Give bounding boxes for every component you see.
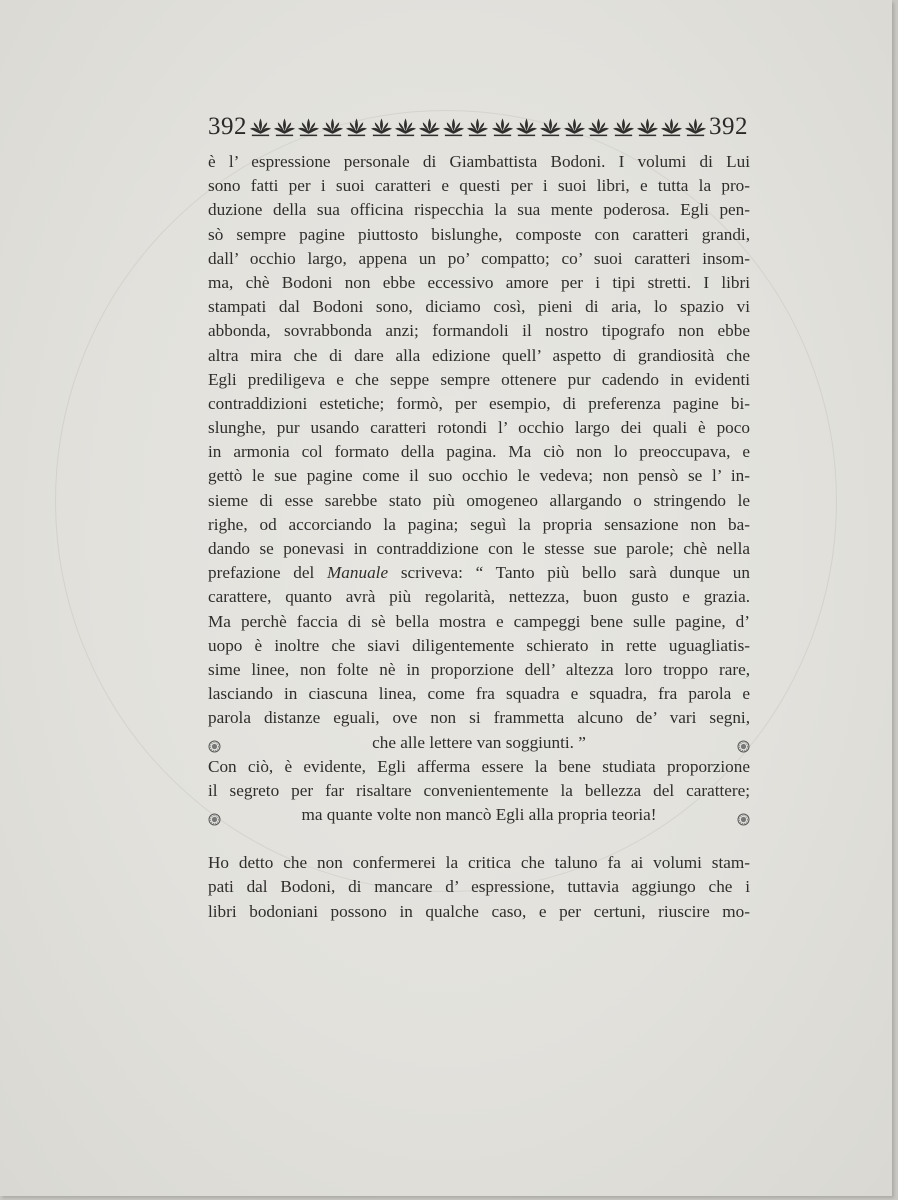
- text-line: slunghe, pur usando caratteri rotondi l’ occhio largo dei quali è poco: [208, 418, 750, 438]
- paragraph-1-quote: [208, 585, 750, 730]
- text-line: prefazione del Manuale scriveva: “ Tanto più bello sarà dunque un: [208, 563, 750, 583]
- lotus-palmette-icon: [539, 116, 562, 138]
- lotus-palmette-icon: [442, 116, 465, 138]
- text-line: Ma perchè faccia di sè bella mostra e campeggi bene sulle pagine, d’: [208, 611, 750, 631]
- lotus-palmette-icon: [612, 116, 635, 138]
- lotus-palmette-icon: [587, 116, 610, 138]
- text-line: sò sempre pagine piuttosto bislunghe, composte con caratteri grandi,: [208, 224, 750, 244]
- text-line: dall’ occhio largo, appena un po’ compatto; co’ suoi caratteri insom-: [208, 248, 750, 268]
- lotus-palmette-icon: [297, 116, 320, 138]
- text-line: è l’ espressione personale di Giambattista Bodoni. I volumi di Lui: [208, 152, 750, 171]
- text-line: sime linee, non folte nè in proporzione dell’ altezza loro troppo rare,: [208, 659, 750, 679]
- text-line: Egli prediligeva e che seppe sempre ottenere pur cadendo in evidenti: [208, 369, 750, 389]
- text-line: carattere, quanto avrà più regolarità, nettezza, buon gusto e grazia.: [208, 587, 750, 607]
- lotus-palmette-icon: [660, 116, 683, 138]
- rosette-icon: [208, 736, 221, 749]
- lotus-palmette-icon: [466, 116, 489, 138]
- rosette-icon: [208, 809, 221, 822]
- lotus-palmette-icon: [491, 116, 514, 138]
- text-line: duzione della sua officina rispecchia la sua mente poderosa. Egli pen-: [208, 200, 750, 220]
- paragraph-2: [208, 851, 750, 924]
- text-line: abbonda, sovrabbonda anzi; formandoli il nostro tipografo non ebbe: [208, 321, 750, 341]
- page-number-left: 392: [208, 113, 247, 140]
- text-line: sono fatti per i suoi caratteri e questi per i suoi libri, e tutta la pro-: [208, 176, 750, 196]
- lotus-palmette-icon: [636, 116, 659, 138]
- text-line: stampati dal Bodoni sono, diciamo così, pieni di aria, lo spazio vi: [208, 297, 750, 317]
- lotus-palmette-icon: [345, 116, 368, 138]
- rosette-icon: [737, 809, 750, 822]
- lotus-palmette-icon: [394, 116, 417, 138]
- body-text: [208, 150, 750, 924]
- text-line: dando se ponevasi in contraddizione con le stesse sue parole; chè nella: [208, 539, 750, 558]
- text-line: altra mira che di dare alla edizione quell’ aspetto di grandiosità che: [208, 345, 750, 365]
- text-line: sieme di esse sarebbe stato più omogeneo allargando o stringendo le: [208, 490, 750, 510]
- text-line: uopo è inoltre che siavi diligentemente schierato in rette uguagliatis-: [208, 635, 750, 655]
- text-line: lasciando in ciascuna linea, come fra squadra e squadra, fra parola e: [208, 684, 750, 704]
- lotus-palmette-icon: [370, 116, 393, 138]
- page-number-right: 392: [709, 113, 748, 140]
- rosette-icon: [737, 736, 750, 749]
- text-line: Ho detto che non confermerei la critica che taluno fa ai volumi stam-: [208, 853, 750, 873]
- running-header: [208, 112, 748, 142]
- paragraph-1-conclusion: [208, 755, 750, 803]
- text-line: righe, od accorciando la pagina; seguì la propria sensazione non ba-: [208, 514, 750, 534]
- lotus-palmette-icon: [321, 116, 344, 138]
- text-line: in armonia col formato della pagina. Ma ciò non lo preoccupava, e: [208, 442, 750, 462]
- text-line: parola distanze eguali, ove non si frammetta alcuno de’ vari segni,: [208, 708, 750, 728]
- lotus-palmette-icon: [563, 116, 586, 138]
- header-ornament-band: [248, 114, 708, 140]
- text-line: ma, chè Bodoni non ebbe eccessivo amore per i tipi stretti. I libri: [208, 272, 750, 292]
- lotus-palmette-icon: [515, 116, 538, 138]
- lotus-palmette-icon: [418, 116, 441, 138]
- paragraph-1: [208, 150, 750, 561]
- text-line: Con ciò, è evidente, Egli afferma essere la bene studiata proporzione: [208, 756, 750, 776]
- text-line: libri bodoniani possono in qualche caso, e per certuni, riuscire mo-: [208, 901, 750, 921]
- text-line: pati dal Bodoni, di mancare d’ espressione, tuttavia aggiungo che i: [208, 877, 750, 897]
- lotus-palmette-icon: [273, 116, 296, 138]
- quote-end-text: che alle lettere van soggiunti. ”: [372, 732, 586, 752]
- manuale-title: Manuale: [326, 563, 389, 583]
- quote-end-line: [208, 731, 750, 755]
- text-line: il segreto per far risaltare convenientemente la bellezza del carattere;: [208, 780, 750, 800]
- closing-line-text: ma quante volte non mancò Egli alla propria teoria!: [301, 805, 657, 825]
- lotus-palmette-icon: [249, 116, 272, 138]
- text-line: gettò le sue pagine come il suo occhio le vedeva; non pensò se l’ in-: [208, 466, 750, 486]
- lotus-palmette-icon: [684, 116, 707, 138]
- text-line: contraddizioni estetiche; formò, per esempio, di preferenza pagine bi-: [208, 393, 750, 413]
- closing-line: [208, 803, 750, 827]
